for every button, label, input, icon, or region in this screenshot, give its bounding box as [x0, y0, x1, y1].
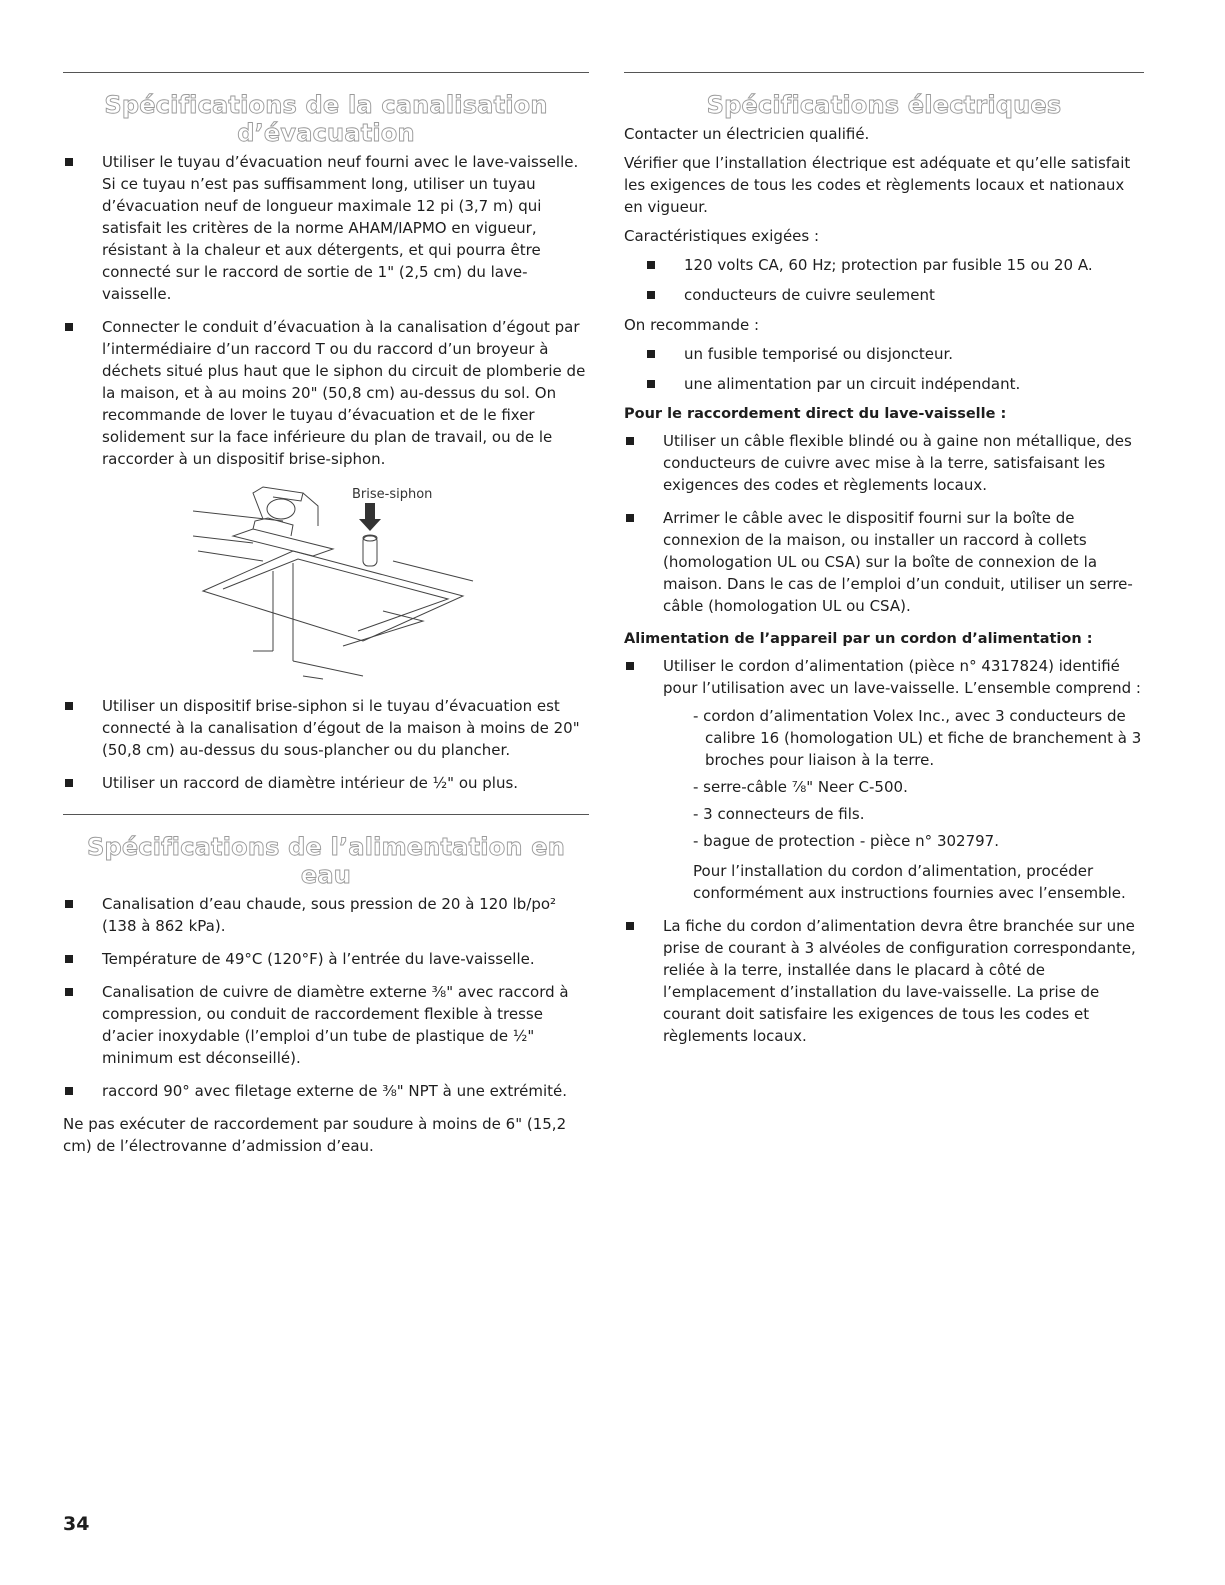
air-gap-illustration	[193, 481, 493, 681]
sink-faucet-illustration	[193, 481, 493, 681]
kit-item: - cordon d’alimentation Volex Inc., avec 3 conducteurs de calibre 16 (homologation UL) et fiche de branchement à 3 broches pour liaison à la terre.	[693, 707, 1142, 769]
list-item	[624, 655, 1144, 904]
paragraph: Caractéristiques exigées :	[624, 227, 820, 245]
list-item: Connecter le conduit d’évacuation à la canalisation d’égout par l’intermédiaire d’un raccord T ou du raccord d’un broyeur à déchets situé plus haut que le siphon du circuit de plomberie de la maison, et à au moins 20" (50,8 cm) au-dessus du sol. On recommande de lover le tuyau d’évacuation et de le fixer solidement sur la face inférieure du plan de travail, ou de le raccorder à un dispositif brise-siphon.	[63, 316, 589, 470]
water-list	[63, 893, 589, 1102]
list-item: 120 volts CA, 60 Hz; protection par fusible 15 ou 20 A.	[645, 254, 1144, 276]
top-rule	[624, 72, 1144, 73]
kit-item: - serre-câble ⅞" Neer C-500.	[693, 778, 908, 796]
air-gap-label: Brise-siphon	[352, 487, 433, 502]
list-item: Utiliser le tuyau d’évacuation neuf fourni avec le lave-vaisselle. Si ce tuyau n’est pas suffisamment long, utiliser un tuyau d’évacuation neuf de longueur maximale 12 pi (3,7 m) qui satisfait les critères de la norme AHAM/IAPMO en vigueur, résistant à la chaleur et aux détergents, et qui pourra être connecté sur le raccord de sortie de 1" (2,5 cm) du lave-vaisselle.	[63, 151, 589, 305]
direct-heading: Pour le raccordement direct du lave-vaisselle :	[624, 406, 1007, 422]
kit-note: Pour l’installation du cordon d’alimentation, procéder conformément aux instructions fournies avec l’ensemble.	[693, 862, 1126, 902]
list-item: Utiliser un câble flexible blindé ou à gaine non métallique, des conducteurs de cuivre avec mise à la terre, satisfaisant les exigences des codes et règlements locaux.	[624, 430, 1144, 496]
cord-list	[624, 655, 1144, 1047]
paragraph: On recommande :	[624, 316, 760, 334]
list-item: un fusible temporisé ou disjoncteur.	[645, 343, 1144, 365]
drain-list	[63, 151, 589, 470]
cord-heading: Alimentation de l’appareil par un cordon d’alimentation :	[624, 631, 1093, 647]
list-item: La fiche du cordon d’alimentation devra être branchée sur une prise de courant à 3 alvéoles de configuration correspondante, reliée à la terre, installée dans le placard à côté de l’emplacement d’installation du lave-vaisselle. La prise de courant doit satisfaire les exigences de tous les codes et règlements locaux.	[624, 915, 1144, 1047]
list-item: Canalisation de cuivre de diamètre externe ⅜" avec raccord à compression, ou conduit de raccordement flexible à tresse d’acier inoxydable (l’emploi d’un tube de plastique de ½" minimum est déconseillé).	[63, 981, 589, 1069]
list-item: Canalisation d’eau chaude, sous pression de 20 à 120 lb/po² (138 à 862 kPa).	[63, 893, 589, 937]
section-rule	[63, 814, 589, 815]
left-column	[63, 72, 589, 1164]
list-item: conducteurs de cuivre seulement	[645, 284, 1144, 306]
top-rule	[63, 72, 589, 73]
kit-item: - bague de protection - pièce n° 302797.	[693, 832, 999, 850]
drain-title: Spécifications de la canalisation d’évacuation	[104, 91, 548, 147]
requirements-list	[624, 254, 1144, 306]
recommend-list	[624, 343, 1144, 395]
list-item: Température de 49°C (120°F) à l’entrée du lave-vaisselle.	[63, 948, 589, 970]
list-item: Arrimer le câble avec le dispositif fourni sur la boîte de connexion de la maison, ou installer un raccord à collets (homologation UL ou CSA) sur la boîte de connexion de la maison. Dans le cas de l’emploi d’un conduit, utiliser un serre-câble (homologation UL ou CSA).	[624, 507, 1144, 617]
right-column	[624, 72, 1144, 1058]
page-number: 34	[63, 1513, 90, 1535]
drain-list-after	[63, 695, 589, 794]
electrical-title: Spécifications électriques	[706, 91, 1062, 119]
water-title: Spécifications de l’alimentation en eau	[86, 833, 566, 889]
kit-list	[693, 705, 1144, 852]
direct-list	[624, 430, 1144, 617]
list-item: Utiliser un raccord de diamètre intérieur de ½" ou plus.	[63, 772, 589, 794]
water-note: Ne pas exécuter de raccordement par soudure à moins de 6" (15,2 cm) de l’électrovanne d’admission d’eau.	[63, 1115, 567, 1155]
cord-item-text: Utiliser le cordon d’alimentation (pièce n° 4317824) identifié pour l’utilisation avec un lave-vaisselle. L’ensemble comprend :	[663, 657, 1141, 697]
list-item: une alimentation par un circuit indépendant.	[645, 373, 1144, 395]
paragraph: Vérifier que l’installation électrique est adéquate et qu’elle satisfait les exigences de tous les codes et règlements locaux et nationaux en vigueur.	[624, 154, 1131, 216]
list-item: raccord 90° avec filetage externe de ⅜" NPT à une extrémité.	[63, 1080, 589, 1102]
paragraph: Contacter un électricien qualifié.	[624, 125, 870, 143]
list-item: Utiliser un dispositif brise-siphon si le tuyau d’évacuation est connecté à la canalisation d’égout de la maison à moins de 20" (50,8 cm) au-dessus du sous-plancher ou du plancher.	[63, 695, 589, 761]
kit-item: - 3 connecteurs de fils.	[693, 805, 865, 823]
